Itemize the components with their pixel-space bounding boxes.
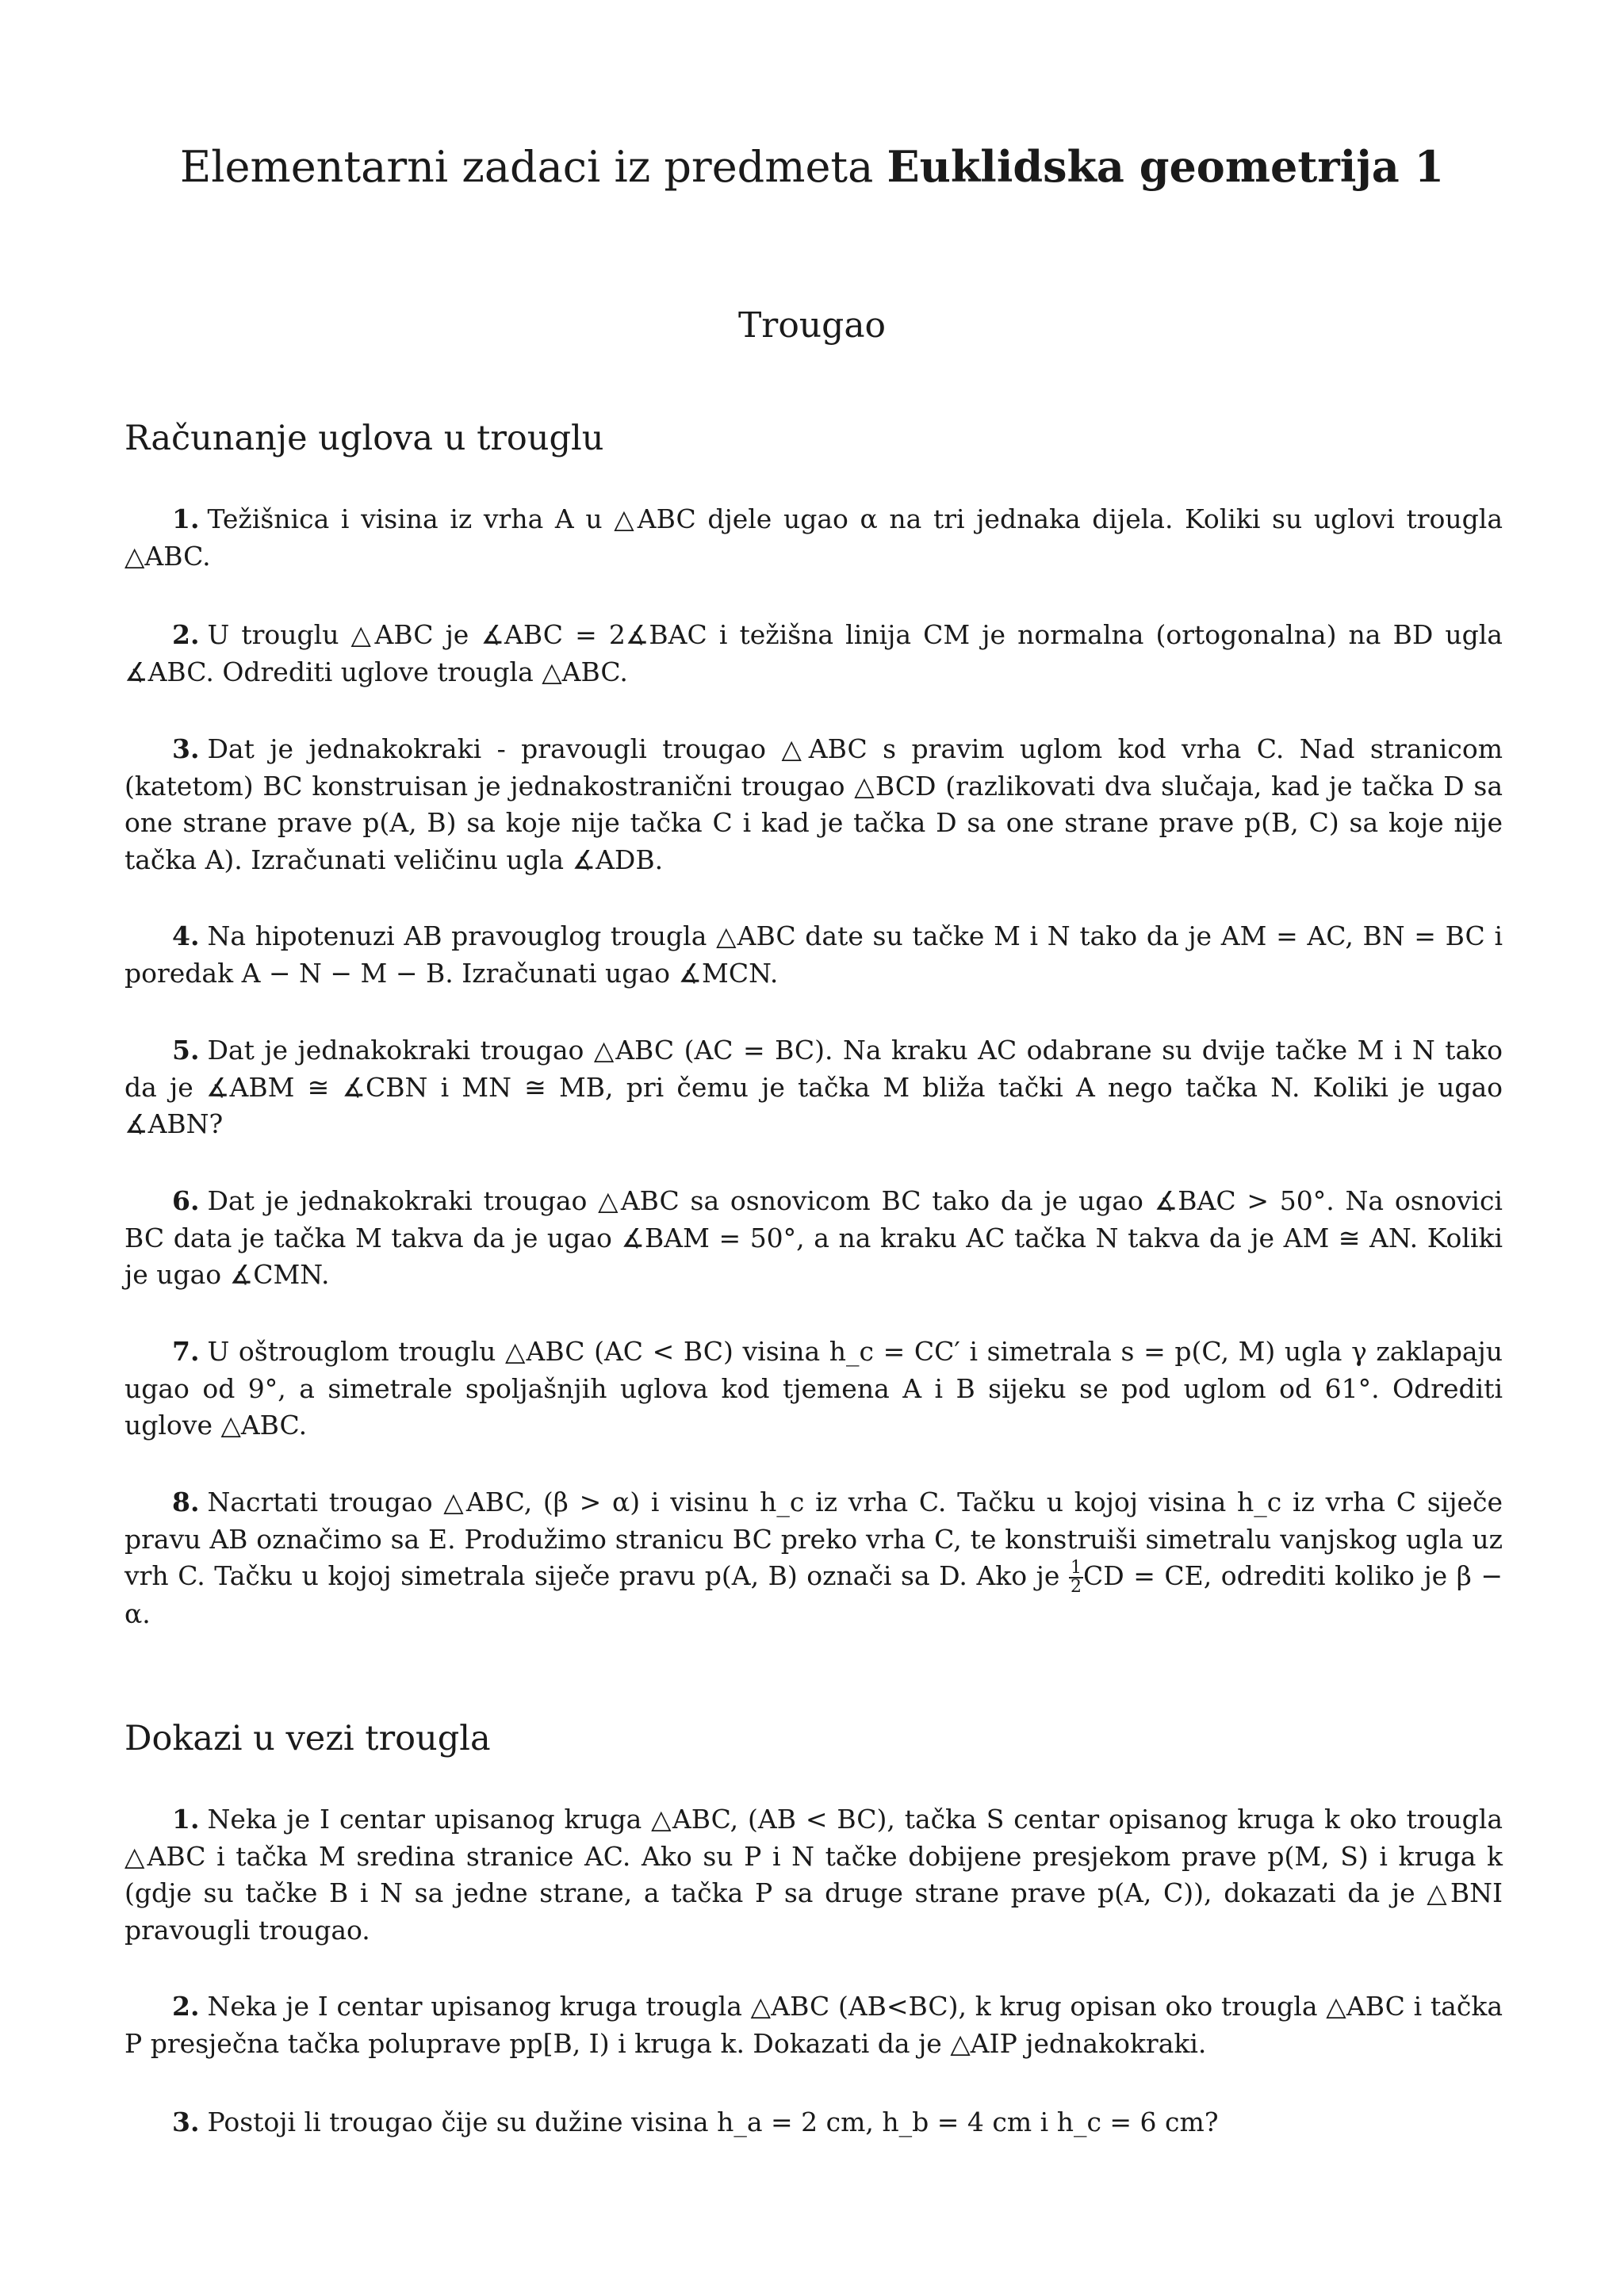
problem-angles-5: 5. Dat je jednakokraki trougao △ABC (AC = BC). Na kraku AC odabrane su dvije tačke M i N tako da je ∡ABM ≅ ∡CBN i MN ≅ MB, pri čemu je tačka M bliža tački A nego tačka N. Koliki je ugao ∡ABN? bbox=[124, 1035, 1503, 1139]
problem-angles-6: 6. Dat je jednakokraki trougao △ABC sa osnovicom BC tako da je ugao ∡BAC > 50°. Na osnovici BC data je tačka M takva da je ugao ∡BAM = 50°, a na kraku AC tačka N takva da je AM ≅ AN. Koliki je ugao ∡CMN. bbox=[124, 1185, 1503, 1290]
title-prefix: Elementarni zadaci iz predmeta bbox=[179, 142, 887, 192]
fraction-one-half: $\frac{1}{2}$ bbox=[1070, 1558, 1082, 1597]
chapter-title: Trougao bbox=[737, 305, 887, 346]
problem-angles-7: 7. U oštrouglom trouglu △ABC (AC < BC) visina h_c = CC′ i simetrala s = p(C, M) ugla γ zaklapaju ugao od 9°, a simetrale spoljašnjih uglova kod tjemena A i B sijeku se pod uglom od 61°. Odrediti uglove △ABC. bbox=[124, 1336, 1503, 1441]
problem-angles-4: 4. Na hipotenuzi AB pravouglog trougla △ABC date su tačke M i N tako da je AM = AC, BN = BC i poredak A − N − M − B. Izračunati ugao ∡MCN. bbox=[124, 920, 1503, 989]
document-title bbox=[0, 141, 1624, 192]
problem-proofs-3: 3. Postoji li trougao čije su dužine visina h_a = 2 cm, h_b = 4 cm i h_c = 6 cm? bbox=[172, 2107, 1219, 2137]
problem-angles-8: 8. Nacrtati trougao △ABC, (β > α) i visinu h_c iz vrha C. Tačku u kojoj visina h_c iz vrha C siječe pravu AB označimo sa E. Produžimo stranicu BC preko vrha C, te konstruiši simetralu vanjskog ugla uz vrh C. Tačku u kojoj simetrala siječe pravu p(A, B) označi sa D. Ako je $\frac{1}{2}$ CD = CE, odrediti koliko je β − α. bbox=[124, 1487, 1503, 1629]
section-heading-angles: Računanje uglova u trouglu bbox=[124, 419, 604, 458]
problem-proofs-1: 1. Neka je I centar upisanog kruga △ABC, (AB < BC), tačka S centar opisanog kruga k oko trougla △ABC i tačka M sredina stranice AC. Ako su P i N tačke dobijene presjekom prave p(M, S) i kruga k (gdje su tačke B i N sa jedne strane, a tačka P sa druge strane prave p(A, C)), dokazati da je △BNI pravougli trougao. bbox=[124, 1804, 1503, 1946]
problem-angles-1: 1. Težišnica i visina iz vrha A u △ABC djele ugao α na tri jednaka dijela. Koliki su uglovi trougla △ABC. bbox=[124, 503, 1503, 572]
section-heading-proofs: Dokazi u vezi trougla bbox=[124, 1719, 491, 1758]
problem-angles-2: 2. U trouglu △ABC je ∡ABC = 2∡BAC i težišna linija CM je normalna (ortogonalna) na BD ugla ∡ABC. Odrediti uglove trougla △ABC. bbox=[124, 619, 1503, 687]
title-course-name: Euklidska geometrija 1 bbox=[887, 141, 1445, 192]
problem-proofs-2: 2. Neka je I centar upisanog kruga trougla △ABC (AB<BC), k krug opisan oko trougla △ABC i tačka P presječna tačka poluprave pp[B, I) i kruga k. Dokazati da je △AIP jednakokraki. bbox=[124, 1991, 1503, 2059]
problem-angles-3: 3. Dat je jednakokraki - pravougli trougao △ABC s pravim uglom kod vrha C. Nad stranicom (katetom) BC konstruisan je jednakostranični trougao △BCD (razlikovati dva slučaja, kad je tačka D sa one strane prave p(A, B) sa koje nije tačka C i kad je tačka D sa one strane prave p(B, C) sa koje nije tačka A). Izračunati veličinu ugla ∡ADB. bbox=[124, 733, 1503, 875]
